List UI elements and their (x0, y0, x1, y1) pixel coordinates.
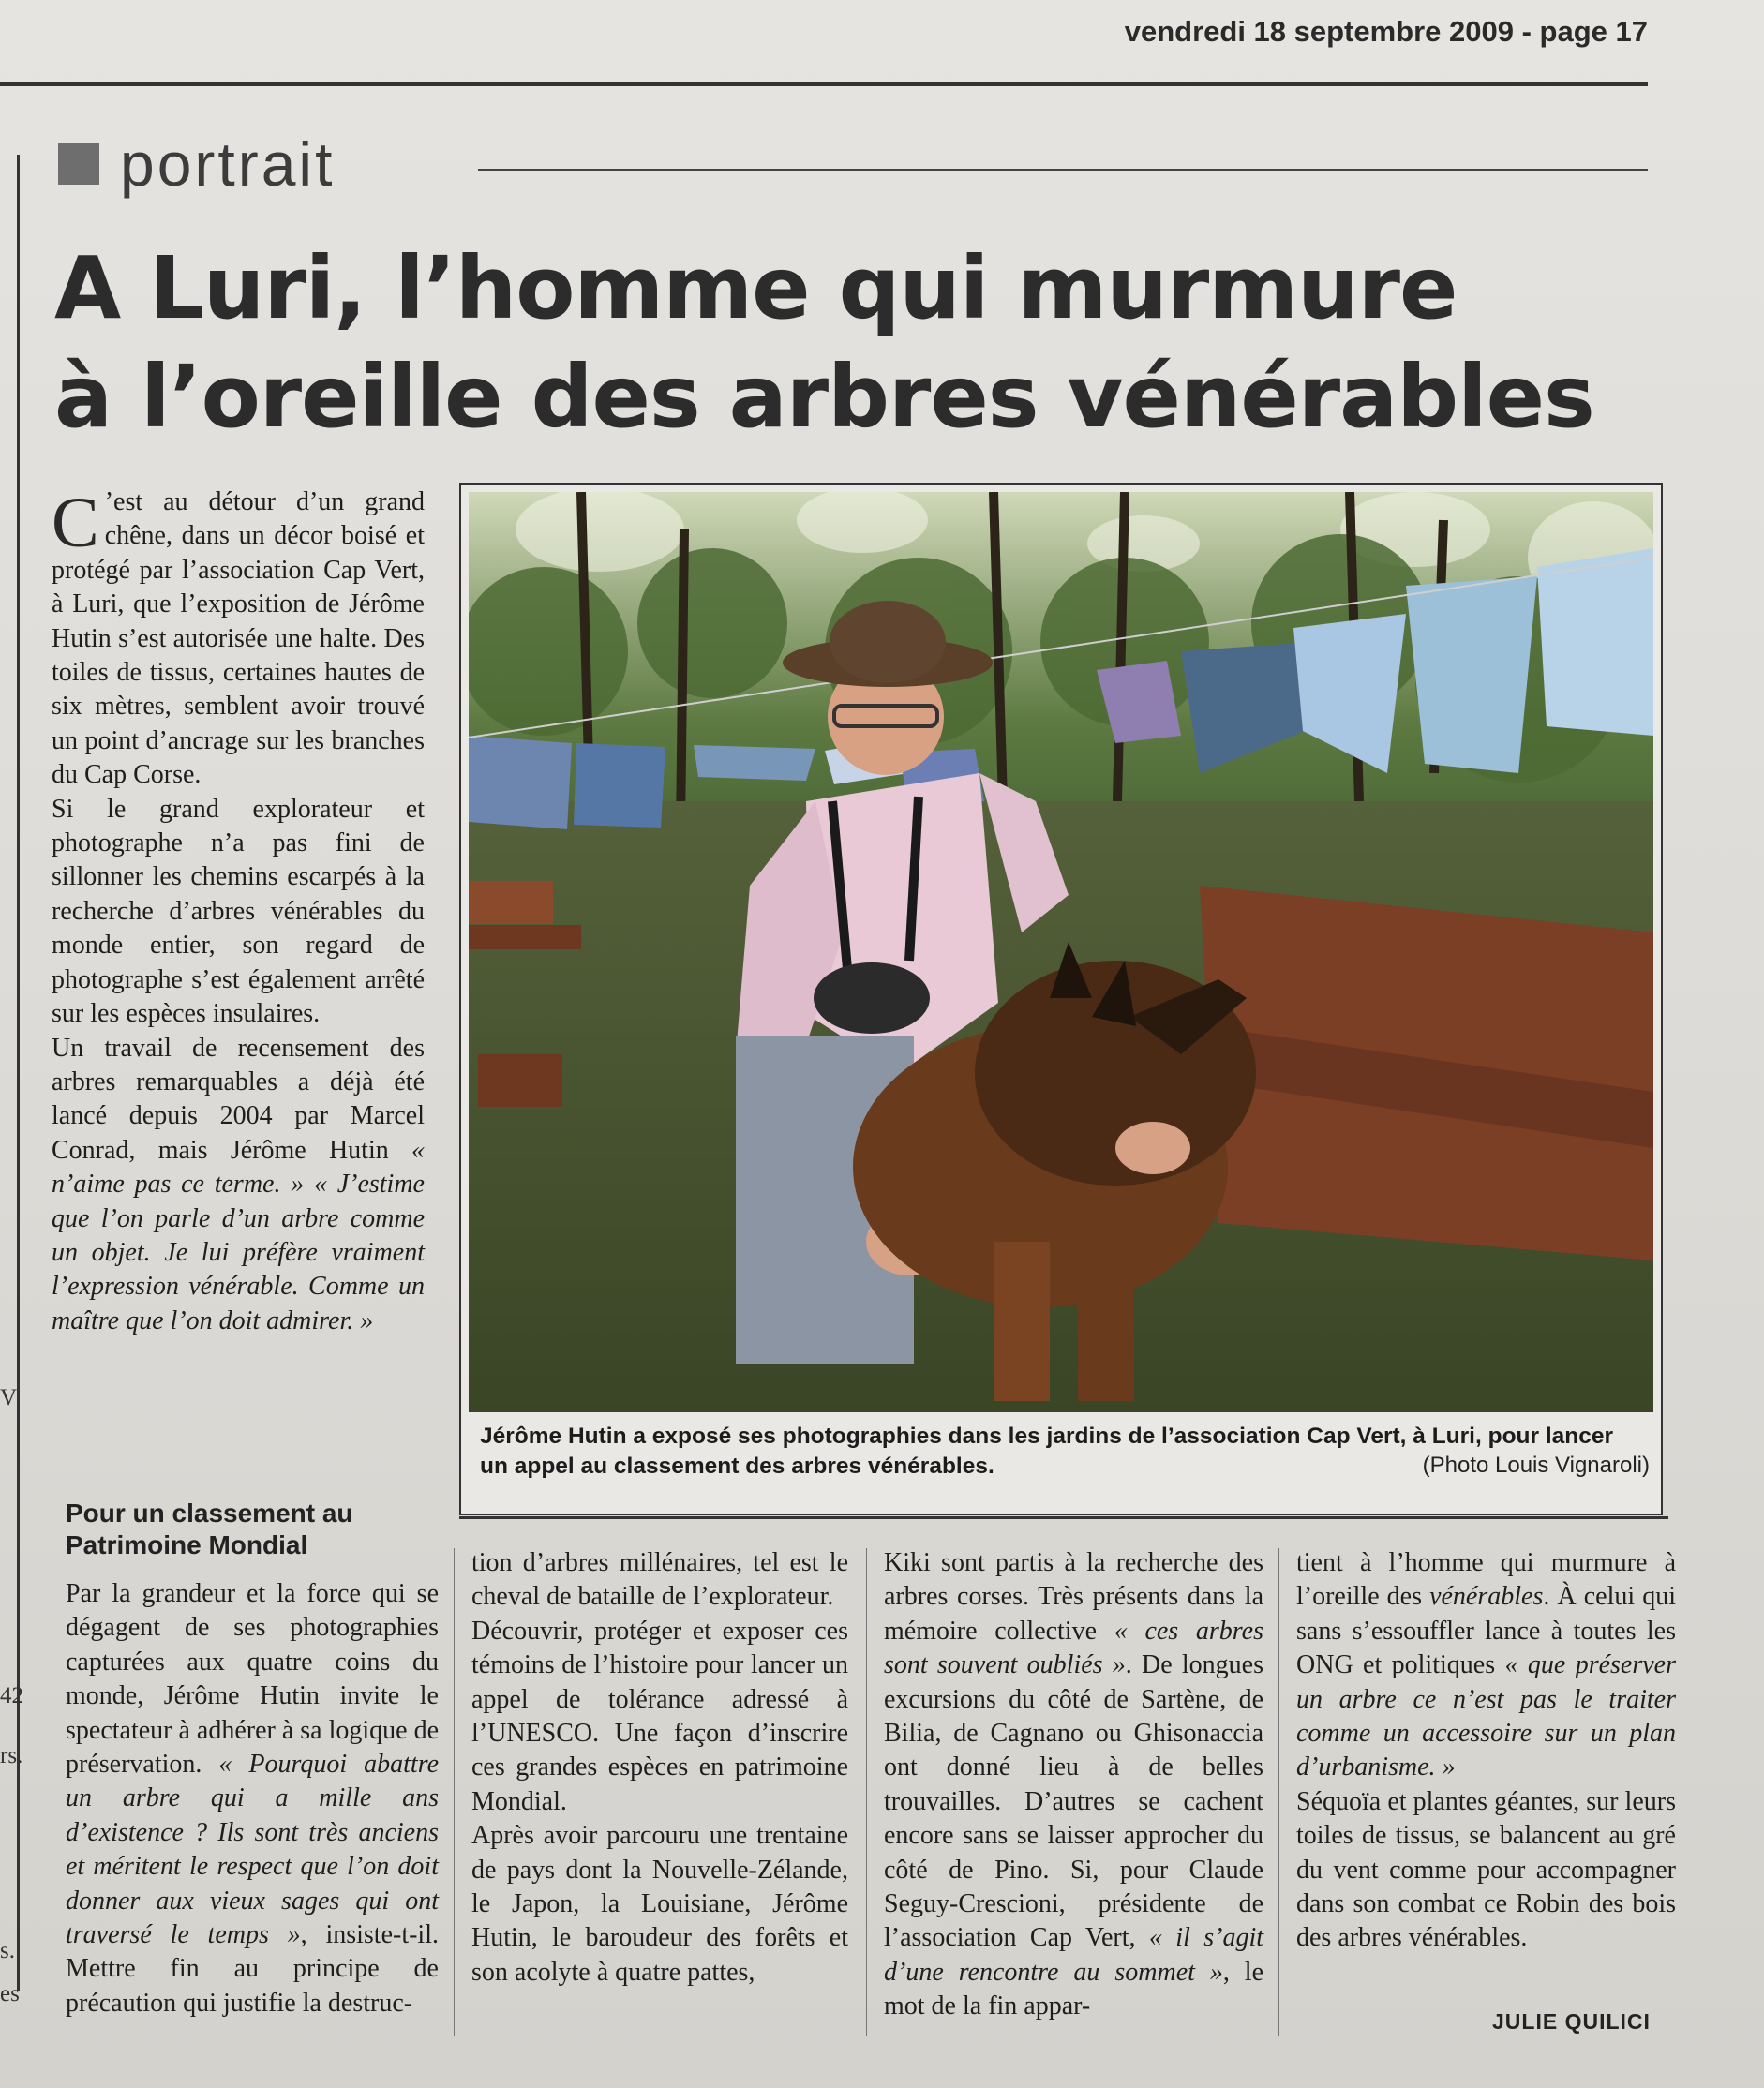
photo-caption: Jérôme Hutin a exposé ses photographies dans les jardins de l’association Cap Vert, à Luri, pour lancer un appel au classement des arbres vénérables. (480, 1424, 1614, 1479)
lead-paragraph: C ’est au détour d’un grand chêne, dans un décor boisé et protégé par l’association Cap Vert, à Luri, que l’exposition de Jérôme Hutin s’est autorisée une halte. Des toiles de tissus, certaines hautes de six mètres, semblent avoir trouvé un point d’ancrage sur les branches du Cap Corse. (52, 484, 425, 790)
kicker-label: portrait (120, 129, 336, 199)
left-margin-fragment: rs. (0, 1743, 23, 1768)
article-column-4 (1296, 1546, 1676, 1956)
paragraph: Kiki sont partis à la recherche des arbres corses. Très présents dans la mémoire collective « ces arbres sont souvent oubliés ». De longues excursions du côté de Sartène, de Bilia, de Cagnano ou Ghisonaccia ont donné lieu à de belles trouvailles. D’autres se cachent encore sans se laisser approcher du côté de Pino. Si, pour Claude Seguy-Crescioni, présidente de l’association Cap Vert, « il s’agit d’une rencontre au sommet », le mot de la fin appar- (884, 1548, 1264, 2021)
article-column-1-top (52, 485, 425, 1338)
section-kicker (58, 129, 336, 199)
quote: « Pourquoi abattre un arbre qui a mille ans d’existence ? Ils sont très anciens et méritent le respect que l’on doit donner aux vieux sages qui ont traversé le temps » (66, 1750, 440, 1950)
paragraph: Par la grandeur et la force qui se dégagent de ses photographies capturées aux quatre coins du monde, Jérôme Hutin invite le spectateur à adhérer à sa logique de préservation. « Pourquoi abattre un arbre qui a mille ans d’existence ? Ils sont très anciens et méritent le respect que l’on doit donner aux vieux sages qui ont traversé le temps », insiste-t-il. Mettre fin au principe de précaution qui justifie la destruc- (66, 1579, 440, 2018)
paragraph: Séquoïa et plantes géantes, sur leurs toiles de tissus, se balancent au gré du vent comme pour accompagner dans son combat ce Robin des bois des arbres vénérables. (1296, 1786, 1676, 1953)
quote: « il s’agit d’une rencontre au sommet » (884, 1923, 1264, 1987)
paragraph: Découvrir, protéger et exposer ces témoins de l’histoire pour lancer un appel de tolérance adressé à l’UNESCO. Une façon d’inscrire ces grandes espèces en patrimoine Mondial. (471, 1616, 848, 1816)
article-photo (469, 492, 1653, 1412)
previous-article-border (0, 155, 23, 1991)
left-margin-fragment: s. (0, 1938, 15, 1963)
kicker-rule (478, 169, 1648, 171)
paragraph: Après avoir parcouru une trentaine de pays dont la Nouvelle-Zélande, le Japon, la Louisiane, Jérôme Hutin, le baroudeur des forêts et son acolyte à quatre pattes, (471, 1821, 848, 1987)
column-rule (866, 1548, 867, 2036)
quote: « que préserver un arbre ce n’est pas le traiter comme un accessoire sur un plan d’urbanisme. » (1296, 1650, 1676, 1782)
paragraph: Si le grand explorateur et photographe n’a pas fini de sillonner les chemins escarpés à la recherche d’arbres vénérables du monde entier, son regard de photographe s’est également arrêté sur les espèces insulaires. (52, 794, 425, 1029)
column-rule (1278, 1548, 1279, 2036)
article-column-1-bottom (66, 1577, 439, 2021)
header-rule (0, 82, 1648, 86)
author-byline: JULIE QUILICI (1492, 2009, 1651, 2034)
left-margin-fragment: es (0, 1981, 20, 2006)
article-column-2 (471, 1546, 848, 1990)
subheading: Pour un classement au Patrimoine Mondial (66, 1499, 353, 1559)
headline-line-2: à l’oreille des arbres vénérables (54, 347, 1594, 447)
left-margin-fragment: 42 (0, 1683, 23, 1708)
article-headline (54, 234, 1667, 452)
column-rule (454, 1548, 455, 2036)
paragraph: tion d’arbres millénaires, tel est le cheval de bataille de l’explorateur. (471, 1548, 848, 1612)
article-column-3 (884, 1546, 1263, 2024)
caption-rule (459, 1516, 1668, 1519)
headline-line-1: A Luri, l’homme qui murmure (54, 238, 1458, 338)
photo-box (459, 483, 1663, 1515)
left-margin-fragment: V (0, 1385, 18, 1410)
kicker-square-icon (58, 143, 99, 185)
page-folio: vendredi 18 septembre 2009 - page 17 (1124, 15, 1648, 48)
quote: « n’aime pas ce terme. » (52, 1135, 425, 1200)
paragraph: Un travail de recensement des arbres remarquables a déjà été lancé depuis 2004 par Marcel Conrad, mais Jérôme Hutin « n’aime pas ce terme. » « J’estime que l’on parle d’un arbre comme un objet. Je lui préfère vraiment l’expression vénérable. Comme un maître que l’on doit admirer. » (52, 1033, 425, 1335)
paragraph: tient à l’homme qui murmure à l’oreille des vénérables. À celui qui sans s’essouffler lance à toutes les ONG et politiques « que préserver un arbre ce n’est pas le traiter comme un accessoire sur un plan d’urbanisme. » (1296, 1548, 1676, 1782)
quote: « ces arbres sont souvent oubliés » (884, 1616, 1263, 1680)
drop-cap: C (52, 484, 99, 562)
quote: « J’estime que l’on parle d’un arbre comme un objet. Je lui préfère vraiment l’expression vénérable. Comme un maître que l’on doit admirer. » (52, 1170, 425, 1335)
photo-credit: (Photo Louis Vignaroli) (1422, 1453, 1650, 1478)
